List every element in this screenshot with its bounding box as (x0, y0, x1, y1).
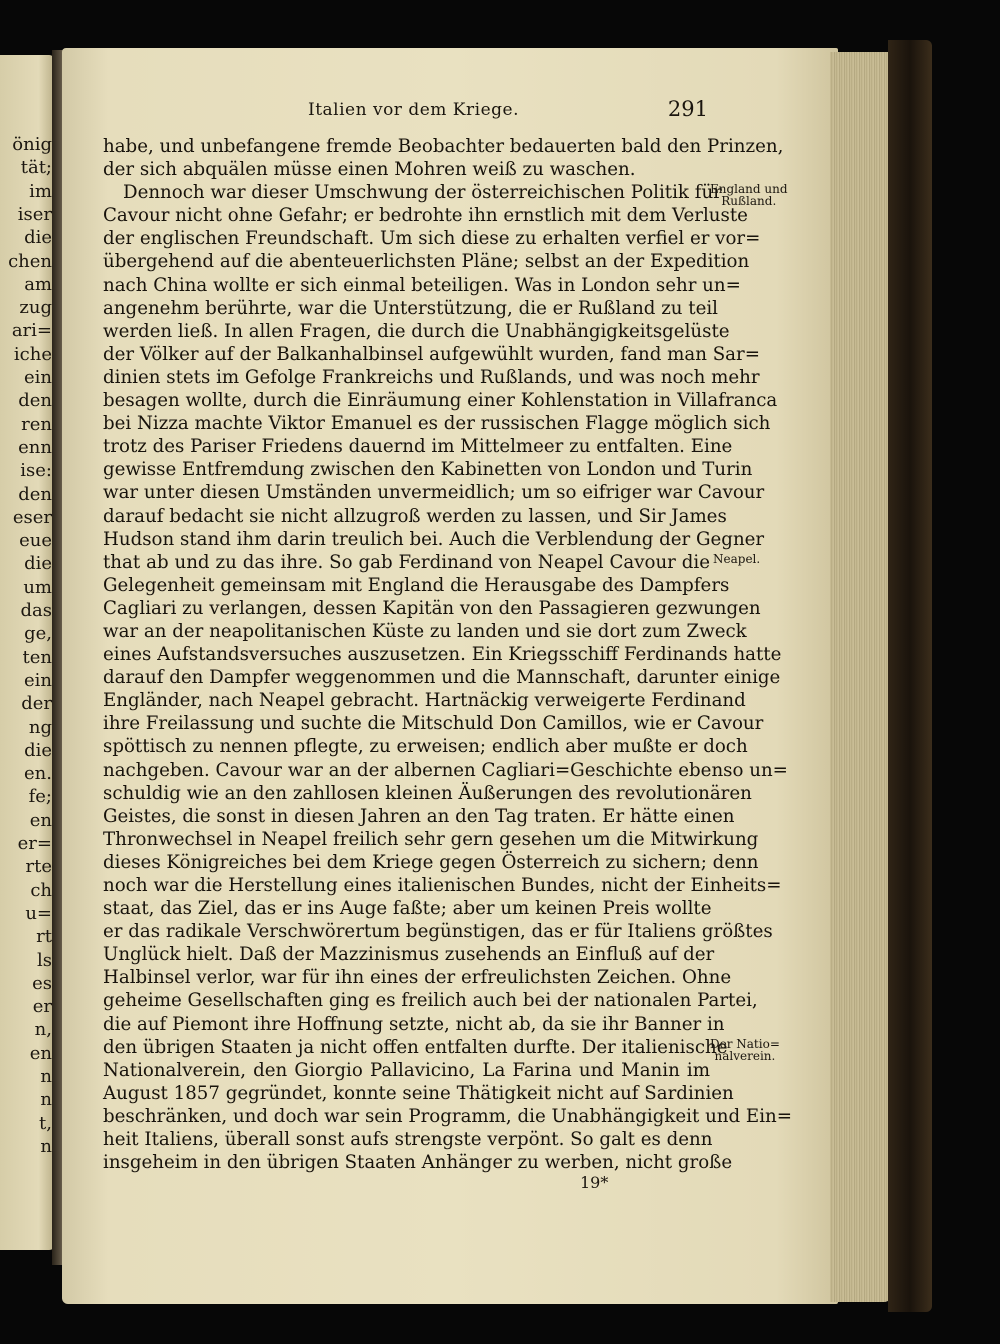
left-page-fragment: n (40, 1135, 52, 1157)
left-page-fragment: en. (24, 763, 52, 785)
text-line: schuldig wie an den zahllosen kleinen Äußerungen des revolutionären (103, 782, 752, 804)
left-page-fragment: er (32, 996, 52, 1018)
text-line: beschränken, und doch war sein Programm, die Unabhängigkeit und Ein= (103, 1105, 792, 1127)
left-page-fragment: ten (22, 646, 52, 668)
left-page-fragment: ge, (24, 623, 52, 645)
text-line: Dennoch war dieser Umschwung der österreichischen Politik für (123, 182, 722, 204)
text-line: spöttisch zu nennen pflegte, zu erweisen; endlich aber mußte er doch (103, 736, 748, 758)
text-line: noch war die Herstellung eines italienischen Bundes, nicht der Einheits= (103, 875, 782, 896)
text-line: die auf Piemont ihre Hoffnung setzte, nicht ab, da sie ihr Banner in (103, 1013, 725, 1035)
left-page-fragment: den (18, 483, 52, 505)
left-page-fragment: iche (13, 343, 52, 365)
text-line: dinien stets im Gefolge Frankreichs und Rußlands, und was noch mehr (103, 366, 760, 388)
text-line: besagen wollte, durch die Einräumung einer Kohlenstation in Villafranca (103, 390, 778, 412)
page-header (248, 97, 718, 126)
left-page-fragment: önig (12, 134, 52, 155)
left-page-fragment: die (24, 739, 52, 761)
left-page-fragment: eue (19, 530, 52, 552)
text-line: insgeheim in den übrigen Staaten Anhänger zu werben, nicht große (103, 1152, 733, 1174)
left-page-fragment: ng (28, 716, 52, 738)
running-head: Italien vor dem Kriege. (308, 100, 519, 120)
text-line: darauf bedacht sie nicht allzugroß werden zu lassen, und Sir James (103, 505, 727, 527)
left-page-fragment: die (24, 553, 52, 575)
text-line: nachgeben. Cavour war an der albernen Cagliari=Geschichte ebenso un= (103, 759, 788, 781)
margin-note: England und Rußland. (710, 182, 788, 209)
text-line: der sich abquälen müsse einen Mohren weiß zu waschen. (103, 159, 636, 181)
text-line: trotz des Pariser Friedens dauernd im Mittelmeer zu entfalten. Eine (103, 436, 733, 458)
left-page-fragment: den (18, 390, 52, 412)
text-line: heit Italiens, überall sonst aufs strengste verpönt. So galt es denn (103, 1129, 713, 1151)
text-line: dieses Königreiches bei dem Kriege gegen Österreich zu sichern; denn (103, 851, 759, 873)
left-page-fragment: das (20, 600, 52, 621)
text-line: habe, und unbefangene fremde Beobachter bedauerten bald den Prinzen, (103, 136, 784, 157)
text-line: war an der neapolitanischen Küste zu landen und sie dort zum Zweck (103, 620, 747, 642)
left-page-fragment: u= (25, 902, 52, 924)
text-line: that ab und zu das ihre. So gab Ferdinand von Neapel Cavour die (103, 551, 710, 573)
text-line: eines Aufstandsversuches auszusetzen. Ein Kriegsschiff Ferdinands hatte (103, 644, 782, 666)
text-line: Nationalverein, den Giorgio Pallavicino, La Farina und Manin im (103, 1059, 710, 1081)
margin-note: Der Natio= nalverein. (710, 1036, 780, 1063)
text-line: der englischen Freundschaft. Um sich diese zu erhalten verfiel er vor= (103, 228, 761, 250)
text-line: nach China wollte er sich einmal beteiligen. Was in London sehr un= (103, 274, 741, 296)
left-page-fragment: ari= (11, 320, 52, 342)
text-line: Cavour nicht ohne Gefahr; er bedrohte ihn ernstlich mit dem Verluste (103, 205, 748, 227)
left-page-fragment: der (21, 693, 52, 715)
left-page-fragment: die (24, 227, 52, 249)
text-line: Engländer, nach Neapel gebracht. Hartnäckig verweigerte Ferdinand (103, 690, 746, 712)
text-line: Gelegenheit gemeinsam mit England die Herausgabe des Dampfers (103, 574, 730, 596)
left-page-fragment: ein (23, 367, 52, 388)
text-line: übergehend auf die abenteuerlichsten Pläne; selbst an der Expedition (103, 251, 750, 273)
text-line: angenehm berührte, war die Unterstützung, die er Rußland zu teil (103, 297, 718, 319)
text-line: staat, das Ziel, das er ins Auge faßte; aber um keinen Preis wollte (103, 898, 712, 920)
left-page-fragment: iser (17, 203, 52, 225)
left-page-fragment: en (29, 809, 52, 831)
left-page-fragment: fe; (28, 786, 52, 808)
left-page-fragment: en (29, 1042, 52, 1064)
left-page-fragment: ren (21, 413, 52, 435)
text-line: war unter diesen Umständen unvermeidlich; um so eifriger war Cavour (103, 482, 765, 504)
text-line: Hudson stand ihm darin treulich bei. Auch die Verblendung der Gegner (103, 528, 765, 550)
text-line: er das radikale Verschwörertum begünstigen, das er für Italiens größtes (103, 921, 773, 943)
left-page-fragment: n, (34, 1019, 52, 1041)
facing-left-page (0, 55, 55, 1250)
left-page-fragment: chen (8, 250, 52, 272)
left-page-fragment: zug (19, 297, 52, 319)
text-line: werden ließ. In allen Fragen, die durch die Unabhängigkeitsgelüste (103, 320, 730, 342)
left-page-fragment: am (24, 273, 52, 295)
left-page-fragment: n (40, 1066, 52, 1087)
left-page-fragment: ch (30, 879, 52, 901)
margin-note: Neapel. (713, 551, 761, 566)
left-page-fragment: ls (37, 949, 52, 971)
text-line: Unglück hielt. Daß der Mazzinismus zusehends an Einfluß auf der (103, 944, 715, 966)
left-page-fragment: rte (25, 856, 52, 878)
left-page-fragment: t, (39, 1112, 52, 1134)
left-page-fragment: enn (18, 436, 52, 458)
text-line: geheime Gesellschaften ging es freilich auch bei der nationalen Partei, (103, 990, 758, 1012)
left-page-fragment: im (29, 180, 52, 202)
text-line: Halbinsel verlor, war für ihn eines der erfreulichsten Zeichen. Ohne (103, 967, 732, 989)
left-page-fragment: es (32, 972, 52, 994)
left-page-fragment: ein (23, 669, 52, 691)
text-line: Geistes, die sonst in diesen Jahren an den Tag traten. Er hätte einen (103, 805, 735, 827)
text-line: Cagliari zu verlangen, dessen Kapitän von den Passagieren gezwungen (103, 597, 761, 619)
left-page-fragment: n (40, 1089, 52, 1111)
page-number: 291 (667, 97, 708, 121)
page-edges (830, 52, 892, 1302)
left-page-fragment: um (23, 576, 52, 598)
text-line: darauf den Dampfer weggenommen und die Mannschaft, darunter einige (103, 667, 781, 689)
text-line: den übrigen Staaten ja nicht offen entfalten durfte. Der italienische (103, 1036, 728, 1058)
left-page-fragment: er= (17, 833, 52, 854)
left-page-fragment: eser (12, 506, 52, 528)
text-line: der Völker auf der Balkanhalbinsel aufgewühlt wurden, fand man Sar= (103, 343, 760, 365)
left-page-fragment: rt (36, 926, 52, 948)
left-page-fragment: ise: (20, 460, 52, 482)
text-line: ihre Freilassung und suchte die Mitschuld Don Camillos, wie er Cavour (103, 713, 764, 735)
text-line: bei Nizza machte Viktor Emanuel es der russischen Flagge möglich sich (103, 413, 771, 435)
text-line: August 1857 gegründet, konnte seine Thätigkeit nicht auf Sardinien (103, 1082, 734, 1104)
signature-mark: 19* (580, 1173, 609, 1192)
text-line: Thronwechsel in Neapel freilich sehr gern gesehen um die Mitwirkung (103, 828, 759, 850)
left-page-fragment: tät; (20, 157, 52, 179)
book-cover-edge (888, 40, 932, 1312)
text-line: gewisse Entfremdung zwischen den Kabinetten von London und Turin (103, 459, 753, 481)
